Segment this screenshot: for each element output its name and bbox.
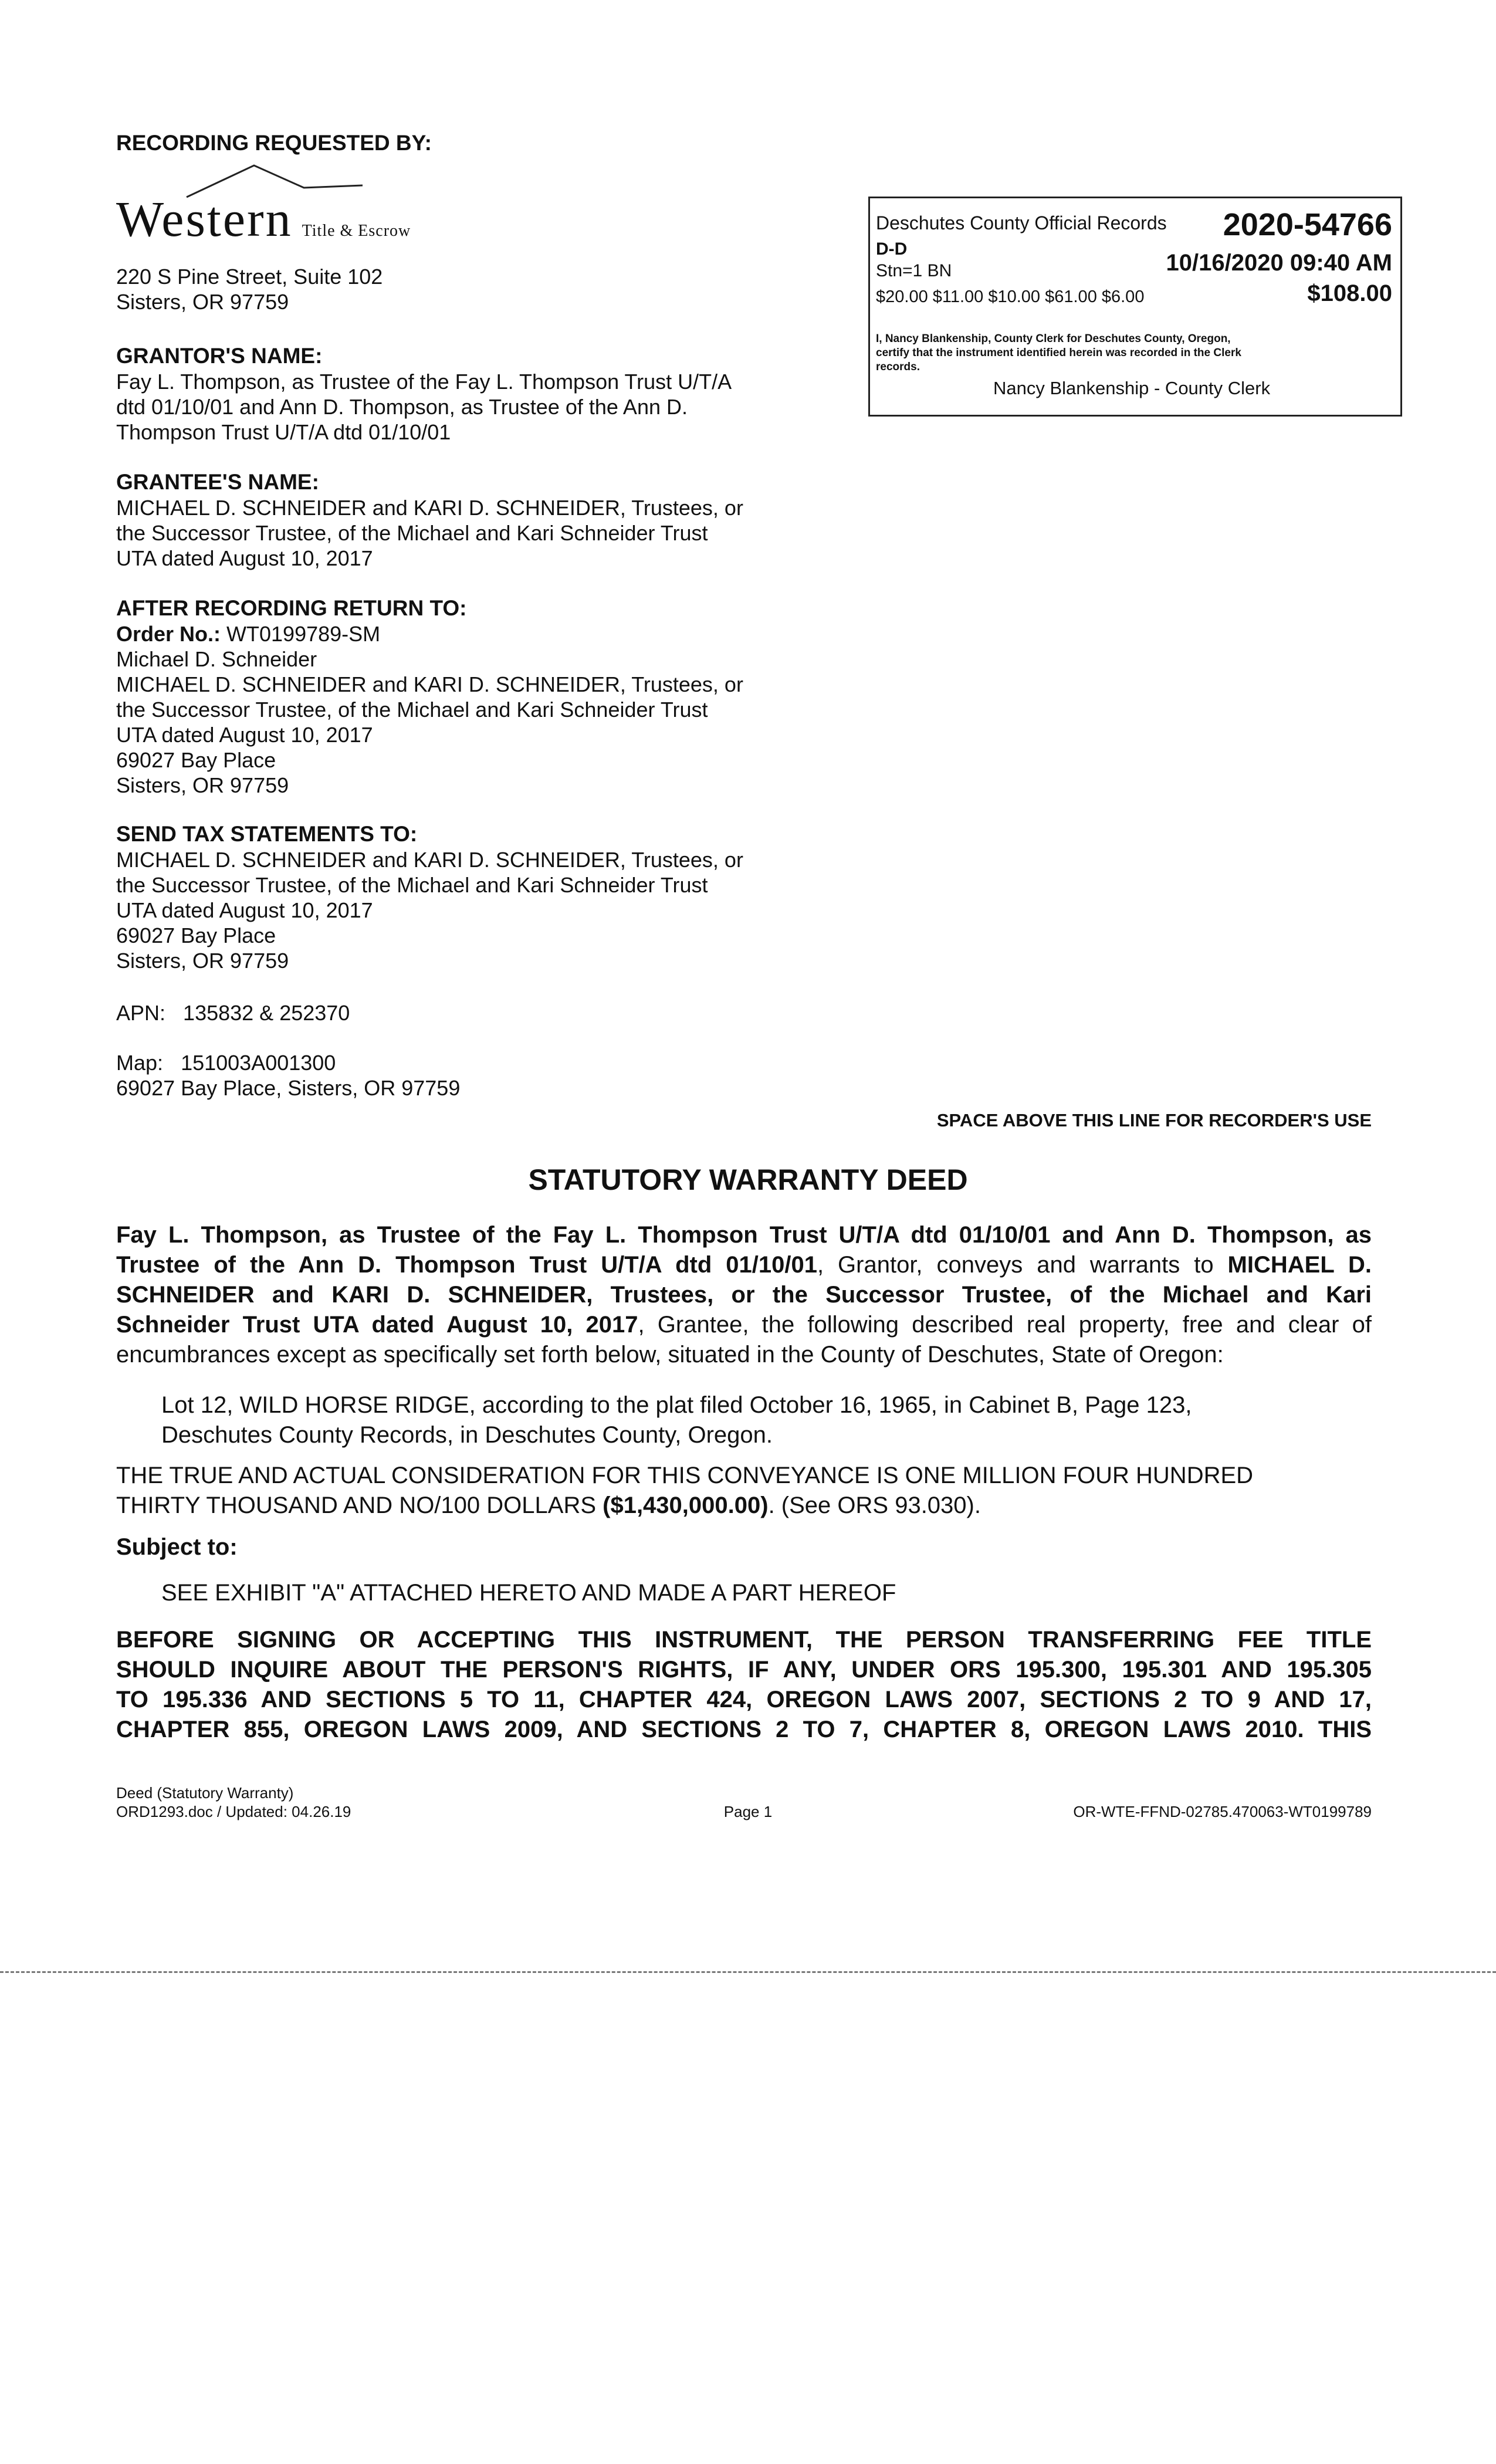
order-number bbox=[116, 621, 743, 647]
map-value: 151003A001300 bbox=[181, 1051, 336, 1075]
certification-line: I, Nancy Blankenship, County Clerk for Deschutes County, Oregon, bbox=[876, 333, 1231, 345]
tax-line: the Successor Trustee, of the Michael and Kari Schneider Trust bbox=[116, 873, 708, 897]
clerk-name: Nancy Blankenship - County Clerk bbox=[993, 378, 1271, 398]
legal-description bbox=[161, 1390, 1370, 1450]
consideration-text: THIRTY THOUSAND AND NO/100 DOLLARS bbox=[116, 1492, 603, 1518]
conveyance-bold: SCHNEIDER and KARI D. SCHNEIDER, Trustees, or the Successor Trustee, of the Michael and Kari bbox=[116, 1282, 1372, 1308]
return-line: the Successor Trustee, of the Michael and Kari Schneider Trust bbox=[116, 698, 708, 722]
recording-requested-heading: RECORDING REQUESTED BY: bbox=[116, 131, 432, 155]
conveyance-line bbox=[116, 1250, 1372, 1280]
conveyance-text: , Grantor, conveys and warrants to bbox=[817, 1252, 1228, 1278]
return-line: Sisters, OR 97759 bbox=[116, 773, 289, 797]
map-row bbox=[116, 1050, 460, 1101]
ors-warning-paragraph bbox=[116, 1625, 1372, 1745]
grantor-line: dtd 01/10/01 and Ann D. Thompson, as Trustee of the Ann D. bbox=[116, 395, 688, 419]
consideration-line: THE TRUE AND ACTUAL CONSIDERATION FOR THIS CONVEYANCE IS ONE MILLION FOUR HUNDRED bbox=[116, 1463, 1254, 1488]
company-address bbox=[116, 264, 383, 314]
recorder-space-notice: SPACE ABOVE THIS LINE FOR RECORDER'S USE bbox=[936, 1110, 1372, 1131]
grantee-line: the Successor Trustee, of the Michael and Kari Schneider Trust bbox=[116, 521, 708, 545]
grantor-heading: GRANTOR'S NAME: bbox=[116, 344, 323, 368]
tax-line: 69027 Bay Place bbox=[116, 923, 276, 947]
logo-tagline: Title & Escrow bbox=[302, 222, 411, 240]
consideration-line bbox=[116, 1491, 1372, 1521]
warning-line: BEFORE SIGNING OR ACCEPTING THIS INSTRUMENT, THE PERSON TRANSFERRING FEE TITLE bbox=[116, 1627, 1372, 1653]
grantee-heading: GRANTEE'S NAME: bbox=[116, 470, 319, 494]
legal-line: Lot 12, WILD HORSE RIDGE, according to the plat filed October 16, 1965, in Cabinet B, Page 123, bbox=[161, 1392, 1192, 1418]
consideration-paragraph bbox=[116, 1461, 1372, 1521]
grantor-line: Thompson Trust U/T/A dtd 01/10/01 bbox=[116, 420, 451, 444]
recording-fees: $20.00 $11.00 $10.00 $61.00 $6.00 bbox=[876, 287, 1145, 306]
apn-value: 135832 & 252370 bbox=[183, 1001, 350, 1025]
recorder-office: Deschutes County Official Records bbox=[876, 212, 1167, 233]
logo-word: Western bbox=[116, 191, 293, 247]
grantor-section bbox=[116, 343, 732, 445]
tax-line: Sisters, OR 97759 bbox=[116, 949, 289, 973]
conveyance-text: , Grantee, the following described real property, free and clear of bbox=[638, 1312, 1372, 1338]
certification-line: records. bbox=[876, 361, 920, 373]
return-line: Michael D. Schneider bbox=[116, 647, 317, 671]
fee-total: $108.00 bbox=[1307, 280, 1392, 306]
return-line: 69027 Bay Place bbox=[116, 748, 276, 772]
warning-line: CHAPTER 855, OREGON LAWS 2009, AND SECTIONS 2 TO 7, CHAPTER 8, OREGON LAWS 2010. THIS bbox=[116, 1717, 1372, 1742]
conveyance-paragraph bbox=[116, 1220, 1372, 1370]
exhibit-reference: SEE EXHIBIT "A" ATTACHED HERETO AND MADE A PART HEREOF bbox=[161, 1580, 896, 1606]
footer-reference: OR-WTE-FFND-02785.470063-WT0199789 bbox=[1073, 1803, 1372, 1820]
consideration-text: . (See ORS 93.030). bbox=[768, 1492, 981, 1518]
certification-line: certify that the instrument identified herein was recorded in the Clerk bbox=[876, 347, 1241, 359]
document-title: STATUTORY WARRANTY DEED bbox=[528, 1163, 968, 1196]
send-tax-section bbox=[116, 821, 743, 973]
address-line: Sisters, OR 97759 bbox=[116, 290, 289, 314]
conveyance-bold: MICHAEL D. bbox=[1227, 1252, 1372, 1278]
return-line: MICHAEL D. SCHNEIDER and KARI D. SCHNEIDER, Trustees, or bbox=[116, 672, 743, 696]
tax-line: UTA dated August 10, 2017 bbox=[116, 898, 373, 922]
apn-row bbox=[116, 1000, 350, 1025]
property-address: 69027 Bay Place, Sisters, OR 97759 bbox=[116, 1076, 461, 1100]
scan-edge-line bbox=[0, 1971, 1496, 1973]
legal-line: Deschutes County Records, in Deschutes County, Oregon. bbox=[161, 1422, 773, 1448]
recorder-stamp-box bbox=[868, 197, 1402, 417]
company-logo bbox=[116, 157, 411, 247]
address-line: 220 S Pine Street, Suite 102 bbox=[116, 265, 383, 289]
record-datetime: 10/16/2020 09:40 AM bbox=[1166, 250, 1392, 276]
grantor-line: Fay L. Thompson, as Trustee of the Fay L. Thompson Trust U/T/A bbox=[116, 370, 732, 394]
order-label: Order No.: bbox=[116, 622, 221, 646]
conveyance-line bbox=[116, 1310, 1372, 1340]
clerk-certification bbox=[876, 332, 1241, 374]
conveyance-bold: Trustee of the Ann D. Thompson Trust U/T/A dtd 01/10/01 bbox=[116, 1252, 817, 1278]
conveyance-line bbox=[116, 1340, 1372, 1370]
apn-label: APN: bbox=[116, 1001, 166, 1025]
subject-to-heading: Subject to: bbox=[116, 1534, 238, 1560]
grantee-line: MICHAEL D. SCHNEIDER and KARI D. SCHNEIDER, Trustees, or bbox=[116, 496, 743, 520]
station-id: Stn=1 BN bbox=[876, 261, 952, 280]
conveyance-bold: Schneider Trust UTA dated August 10, 2017 bbox=[116, 1312, 638, 1338]
return-line: UTA dated August 10, 2017 bbox=[116, 723, 373, 747]
conveyance-bold: Fay L. Thompson, as Trustee of the Fay L. Thompson Trust U/T/A dtd 01/10/01 and Ann D. Thompson, as bbox=[116, 1222, 1372, 1248]
order-value: WT0199789-SM bbox=[226, 622, 381, 646]
after-recording-heading: AFTER RECORDING RETURN TO: bbox=[116, 596, 467, 620]
warning-line: SHOULD INQUIRE ABOUT THE PERSON'S RIGHTS, IF ANY, UNDER ORS 195.300, 195.301 AND 195.305 bbox=[116, 1657, 1372, 1683]
consideration-amount: ($1,430,000.00) bbox=[603, 1492, 769, 1518]
conveyance-line bbox=[116, 1220, 1372, 1250]
footer-doc-name: Deed (Statutory Warranty) bbox=[116, 1784, 294, 1802]
footer-doc-version: ORD1293.doc / Updated: 04.26.19 bbox=[116, 1803, 351, 1820]
page-number: Page 1 bbox=[723, 1803, 773, 1820]
conveyance-line bbox=[116, 1280, 1372, 1310]
tax-line: MICHAEL D. SCHNEIDER and KARI D. SCHNEIDER, Trustees, or bbox=[116, 848, 743, 872]
warning-line: TO 195.336 AND SECTIONS 5 TO 11, CHAPTER 424, OREGON LAWS 2007, SECTIONS 2 TO 9 AND 17, bbox=[116, 1687, 1372, 1712]
conveyance-text: encumbrances except as specifically set forth below, situated in the County of Deschutes, State of Oregon: bbox=[116, 1342, 1224, 1368]
doc-type: D-D bbox=[876, 239, 908, 259]
send-tax-heading: SEND TAX STATEMENTS TO: bbox=[116, 822, 418, 846]
footer-left bbox=[116, 1783, 351, 1821]
after-recording-section bbox=[116, 595, 743, 798]
grantee-line: UTA dated August 10, 2017 bbox=[116, 546, 373, 570]
record-number: 2020-54766 bbox=[1223, 207, 1392, 242]
map-label: Map: bbox=[116, 1051, 164, 1075]
grantee-section bbox=[116, 469, 743, 571]
